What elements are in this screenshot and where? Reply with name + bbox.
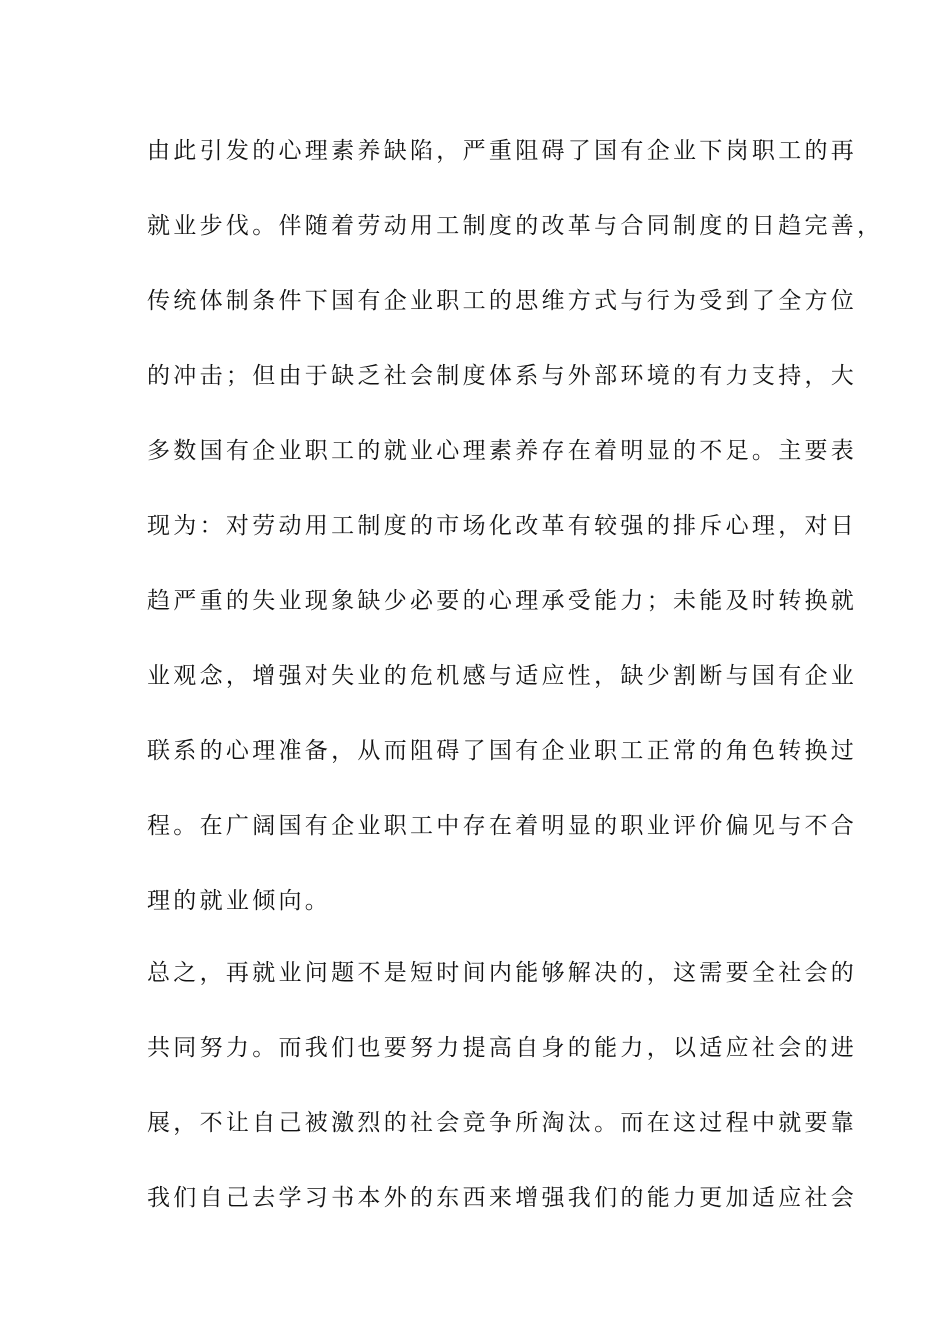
paragraph-1-line-2: 就业步伐。伴随着劳动用工制度的改革与合同制度的日趋完善， [147,213,884,239]
paragraph-1-line-7: 趋严重的失业现象缺少必要的心理承受能力；未能及时转换就 [147,588,858,614]
paragraph-2-line-3: 展，不让自己被激烈的社会竞争所淘汰。而在这过程中就要靠 [147,1110,858,1136]
paragraph-1-line-10: 程。在广阔国有企业职工中存在着明显的职业评价偏见与不合 [147,813,858,839]
paragraph-1-line-3: 传统体制条件下国有企业职工的思维方式与行为受到了全方位 [147,288,858,314]
paragraph-1-line-9: 联系的心理准备，从而阻碍了国有企业职工正常的角色转换过 [147,738,858,764]
paragraph-1-line-1: 由此引发的心理素养缺陷，严重阻碍了国有企业下岗职工的再 [147,138,858,164]
paragraph-2-line-4: 我们自己去学习书本外的东西来增强我们的能力更加适应社会 [147,1185,858,1211]
paragraph-1-line-4: 的冲击；但由于缺乏社会制度体系与外部环境的有力支持，大 [147,363,858,389]
paragraph-2-line-2: 共同努力。而我们也要努力提高自身的能力，以适应社会的进 [147,1035,858,1061]
paragraph-1-line-6: 现为：对劳动用工制度的市场化改革有较强的排斥心理，对日 [147,513,858,539]
paragraph-1-line-11: 理的就业倾向。 [147,888,332,914]
paragraph-2-line-1: 总之，再就业问题不是短时间内能够解决的，这需要全社会的 [147,960,858,986]
paragraph-1-line-8: 业观念，增强对失业的危机感与适应性，缺少割断与国有企业 [147,663,858,689]
paragraph-1-line-5: 多数国有企业职工的就业心理素养存在着明显的不足。主要表 [147,438,858,464]
